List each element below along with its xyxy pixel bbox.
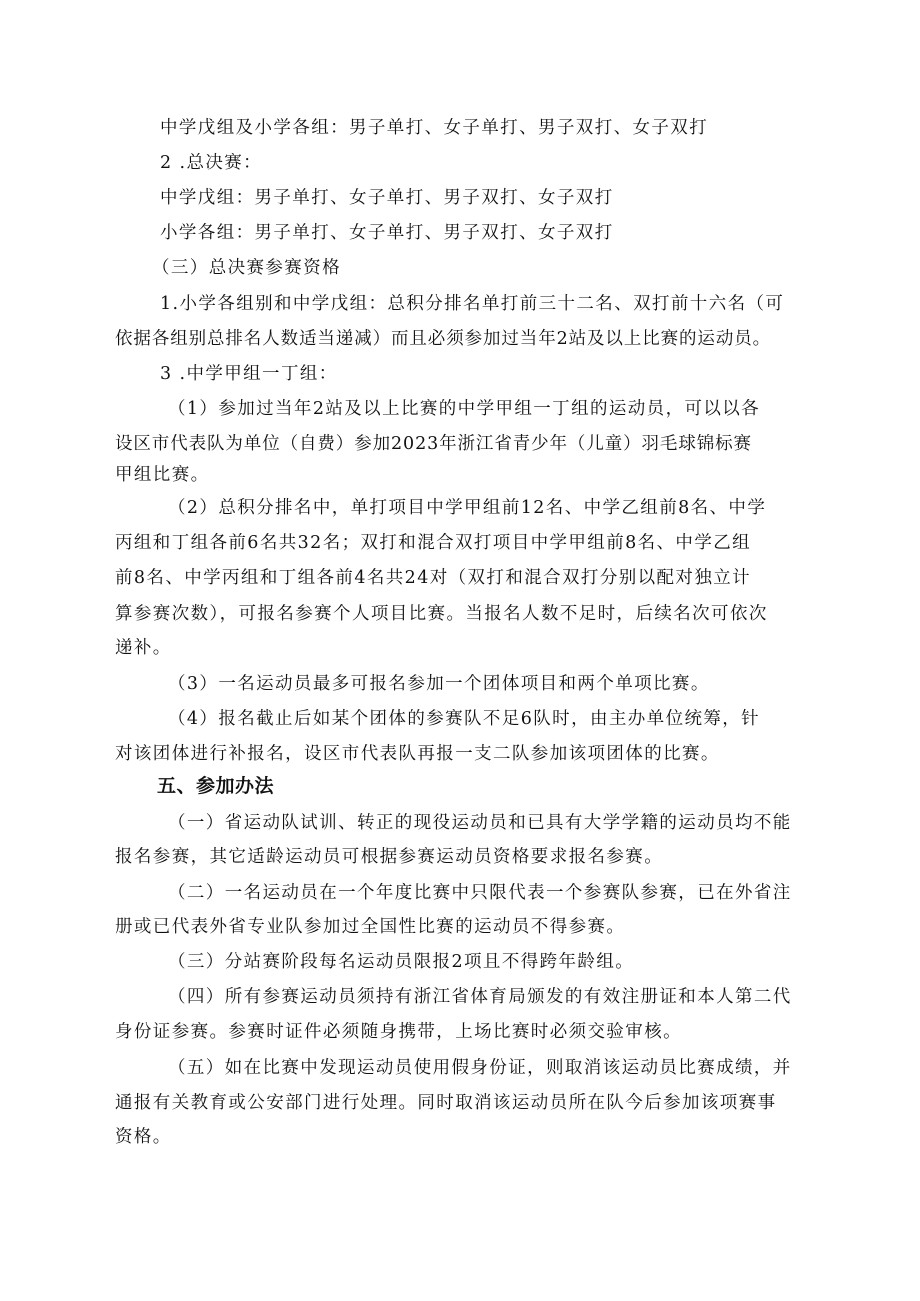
text-line: （一）省运动队试训、转正的现役运动员和已具有大学学籍的运动员均不能 — [168, 813, 792, 833]
text-line: （四）所有参赛运动员须持有浙江省体育局颁发的有效注册证和本人第二代 — [168, 987, 792, 1007]
text-line: 小学各组：男子单打、女子单打、男子双打、女子双打 — [160, 223, 614, 243]
text-line: （4）报名截止后如某个团体的参赛队不足6队时，由主办单位统筹，针 — [168, 709, 761, 729]
text-line: 递补。 — [115, 638, 172, 658]
text-line: 设区市代表队为单位（自费）参加2023年浙江省青少年（儿童）羽毛球锦标赛 — [115, 434, 752, 454]
section-heading: （三）总决赛参赛资格 — [152, 258, 341, 278]
text-line: 册或已代表外省专业队参加过全国性比赛的运动员不得参赛。 — [115, 917, 626, 937]
text-line: （二）一名运动员在一个年度比赛中只限代表一个参赛队参赛，已在外省注 — [168, 883, 792, 903]
text-line: 依据各组别总排名人数适当递减）而且必须参加过当年2站及以上比赛的运动员。 — [115, 329, 772, 349]
text-line: 算参赛次数），可报名参赛个人项目比赛。当报名人数不足时，后续名次可依次 — [115, 604, 768, 624]
text-line: 丙组和丁组各前6名共32名；双打和混合双打项目中学甲组前8名、中学乙组 — [115, 533, 752, 553]
text-line: 对该团体进行补报名，设区市代表队再报一支二队参加该项团体的比赛。 — [115, 744, 720, 764]
text-line: 中学戊组及小学各组：男子单打、女子单打、男子双打、女子双打 — [160, 118, 709, 138]
text-line: （2）总积分排名中，单打项目中学甲组前12名、中学乙组前8名、中学 — [168, 498, 767, 518]
text-line: 甲组比赛。 — [115, 465, 210, 485]
text-line: （1）参加过当年2站及以上比赛的中学甲组一丁组的运动员，可以以各 — [168, 399, 761, 419]
text-line: （3）一名运动员最多可报名参加一个团体项目和两个单项比赛。 — [168, 674, 710, 694]
text-line: 报名参赛，其它适龄运动员可根据参赛运动员资格要求报名参赛。 — [115, 847, 664, 867]
text-line: （三）分站赛阶段每名运动员限报2项且不得跨年龄组。 — [168, 952, 635, 972]
section-heading: 五、参加办法 — [157, 775, 275, 797]
text-line: 前8名、中学丙组和丁组各前4名共24对（双打和混合双打分别以配对独立计 — [115, 568, 752, 588]
text-line: （五）如在比赛中发现运动员使用假身份证，则取消该运动员比赛成绩，并 — [168, 1058, 792, 1078]
text-line: 身份证参赛。参赛时证件必须随身携带，上场比赛时必须交验审核。 — [115, 1022, 682, 1042]
text-line: 2 .总决赛： — [160, 153, 263, 173]
text-line: 1.小学各组别和中学戊组：总积分排名单打前三十二名、双打前十六名（可 — [160, 294, 785, 314]
text-line: 3 .中学甲组一丁组： — [160, 364, 338, 384]
text-line: 中学戊组：男子单打、女子单打、男子双打、女子双打 — [160, 188, 614, 208]
text-line: 资格。 — [115, 1127, 172, 1147]
text-line: 通报有关教育或公安部门进行处理。同时取消该运动员所在队今后参加该项赛事 — [115, 1093, 777, 1113]
